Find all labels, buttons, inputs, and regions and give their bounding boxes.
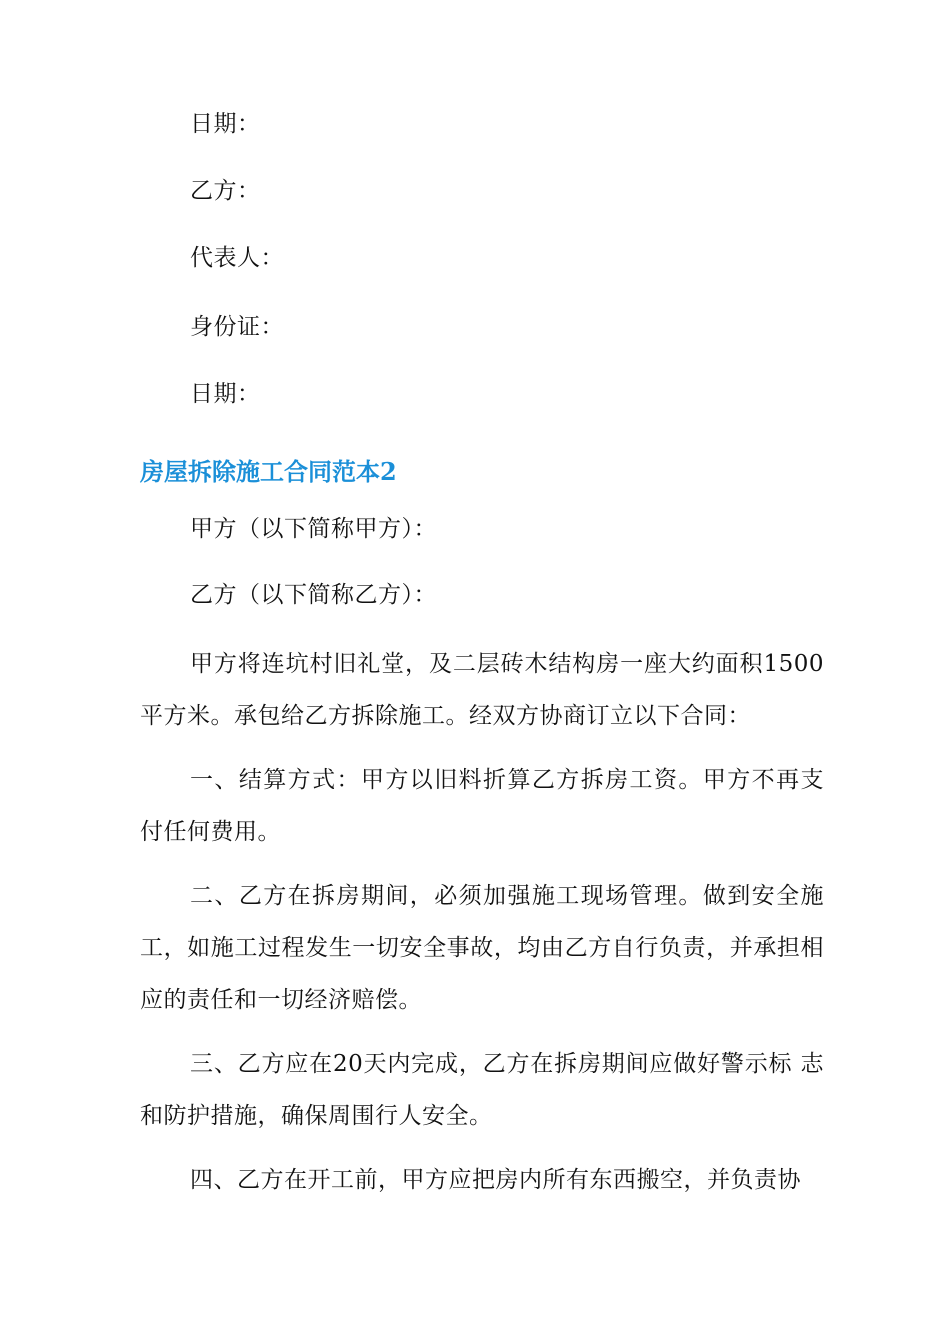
party-b-label: 乙方： [190, 178, 261, 204]
paragraph-clause-4: 四、乙方在开工前，甲方应把房内所有东西搬空，并负责协 [190, 1167, 801, 1193]
paragraph-intro: 甲方将连坑村旧礼堂，及二层砖木结构房一座大约面积1500平方米。承包给乙方拆除施工。经双方协商订立以下合同： [140, 651, 824, 729]
paragraph-clause-1: 一、结算方式：甲方以旧料折算乙方拆房工资。甲方不再支付任何费用。 [140, 767, 824, 845]
date-label-2: 日期： [190, 381, 261, 407]
paragraph-clause-2: 二、乙方在拆房期间，必须加强施工现场管理。做到安全施工，如施工过程发生一切安全事故，均由乙方自行负责，并承担相应的责任和一切经济赔偿。 [140, 883, 824, 1013]
id-card-label: 身份证： [190, 314, 284, 340]
party-a-line: 甲方（以下简称甲方）： [190, 516, 437, 542]
date-label-1: 日期： [190, 111, 261, 137]
paragraph-clause-3: 三、乙方应在20天内完成，乙方在拆房期间应做好警示标 志和防护措施，确保周围行人安全。 [140, 1051, 824, 1129]
representative-label: 代表人： [190, 245, 284, 271]
section-title: 房屋拆除施工合同范本2 [140, 457, 397, 486]
party-b-line: 乙方（以下简称乙方）： [190, 582, 437, 608]
